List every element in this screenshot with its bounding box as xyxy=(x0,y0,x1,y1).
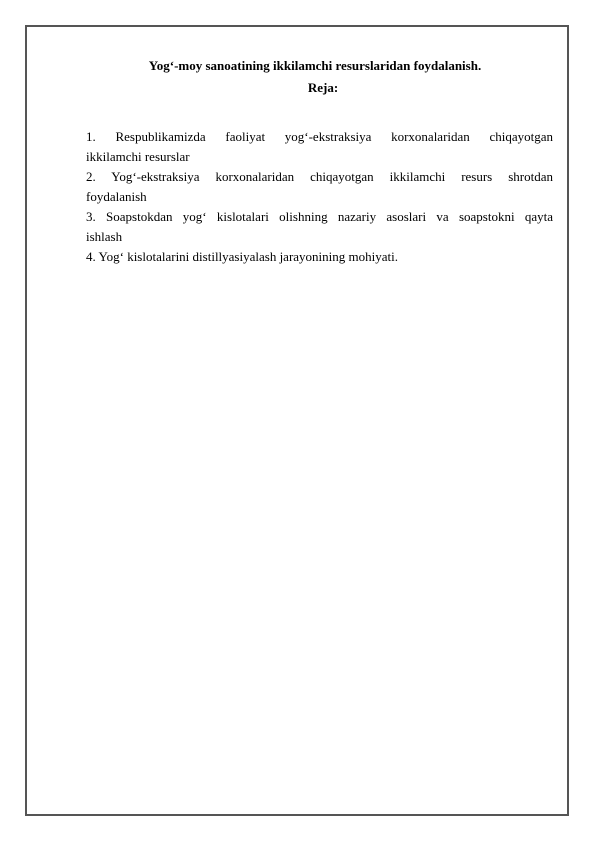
plan-item-number: 3. xyxy=(86,209,96,224)
plan-item-text: Yog‘-ekstraksiya korxonalaridan chiqayotgan ikkilamchi resurs shrotdan xyxy=(111,169,553,184)
plan-item-2-line-1 xyxy=(86,167,553,187)
plan-item-text: Yog‘ kislotalarini distillyasiyalash jarayonining mohiyati. xyxy=(98,249,398,264)
document-subtitle-text: Reja: xyxy=(307,80,339,95)
plan-item-3-line-1 xyxy=(86,207,553,227)
plan-item-number: 1. xyxy=(86,129,96,144)
plan-item-3 xyxy=(86,207,553,247)
plan-item-4 xyxy=(86,247,553,267)
plan-item-text: Soapstokdan yog‘ kislotalari olishning nazariy asoslari va soapstokni qayta xyxy=(106,209,553,224)
plan-item-1-line-1 xyxy=(86,127,553,147)
plan-item-number: 2. xyxy=(86,169,96,184)
plan-item-2 xyxy=(86,167,553,207)
plan-item-1 xyxy=(86,127,553,167)
plan-item-3-line-2: ishlash xyxy=(86,229,123,244)
plan-item-4-line-1 xyxy=(86,247,553,267)
document-title-text: Yog‘-moy sanoatining ikkilamchi resurslaridan foydalanish. xyxy=(148,58,482,73)
document-subtitle xyxy=(0,79,596,97)
plan-item-2-line-2: foydalanish xyxy=(86,189,147,204)
plan-item-number: 4. xyxy=(86,249,96,264)
plan-item-text: Respublikamizda faoliyat yog‘-ekstraksiya korxonalaridan chiqayotgan xyxy=(115,129,554,144)
plan-list xyxy=(86,127,553,267)
document-title xyxy=(0,57,596,75)
plan-item-1-line-2: ikkilamchi resurslar xyxy=(86,149,190,164)
